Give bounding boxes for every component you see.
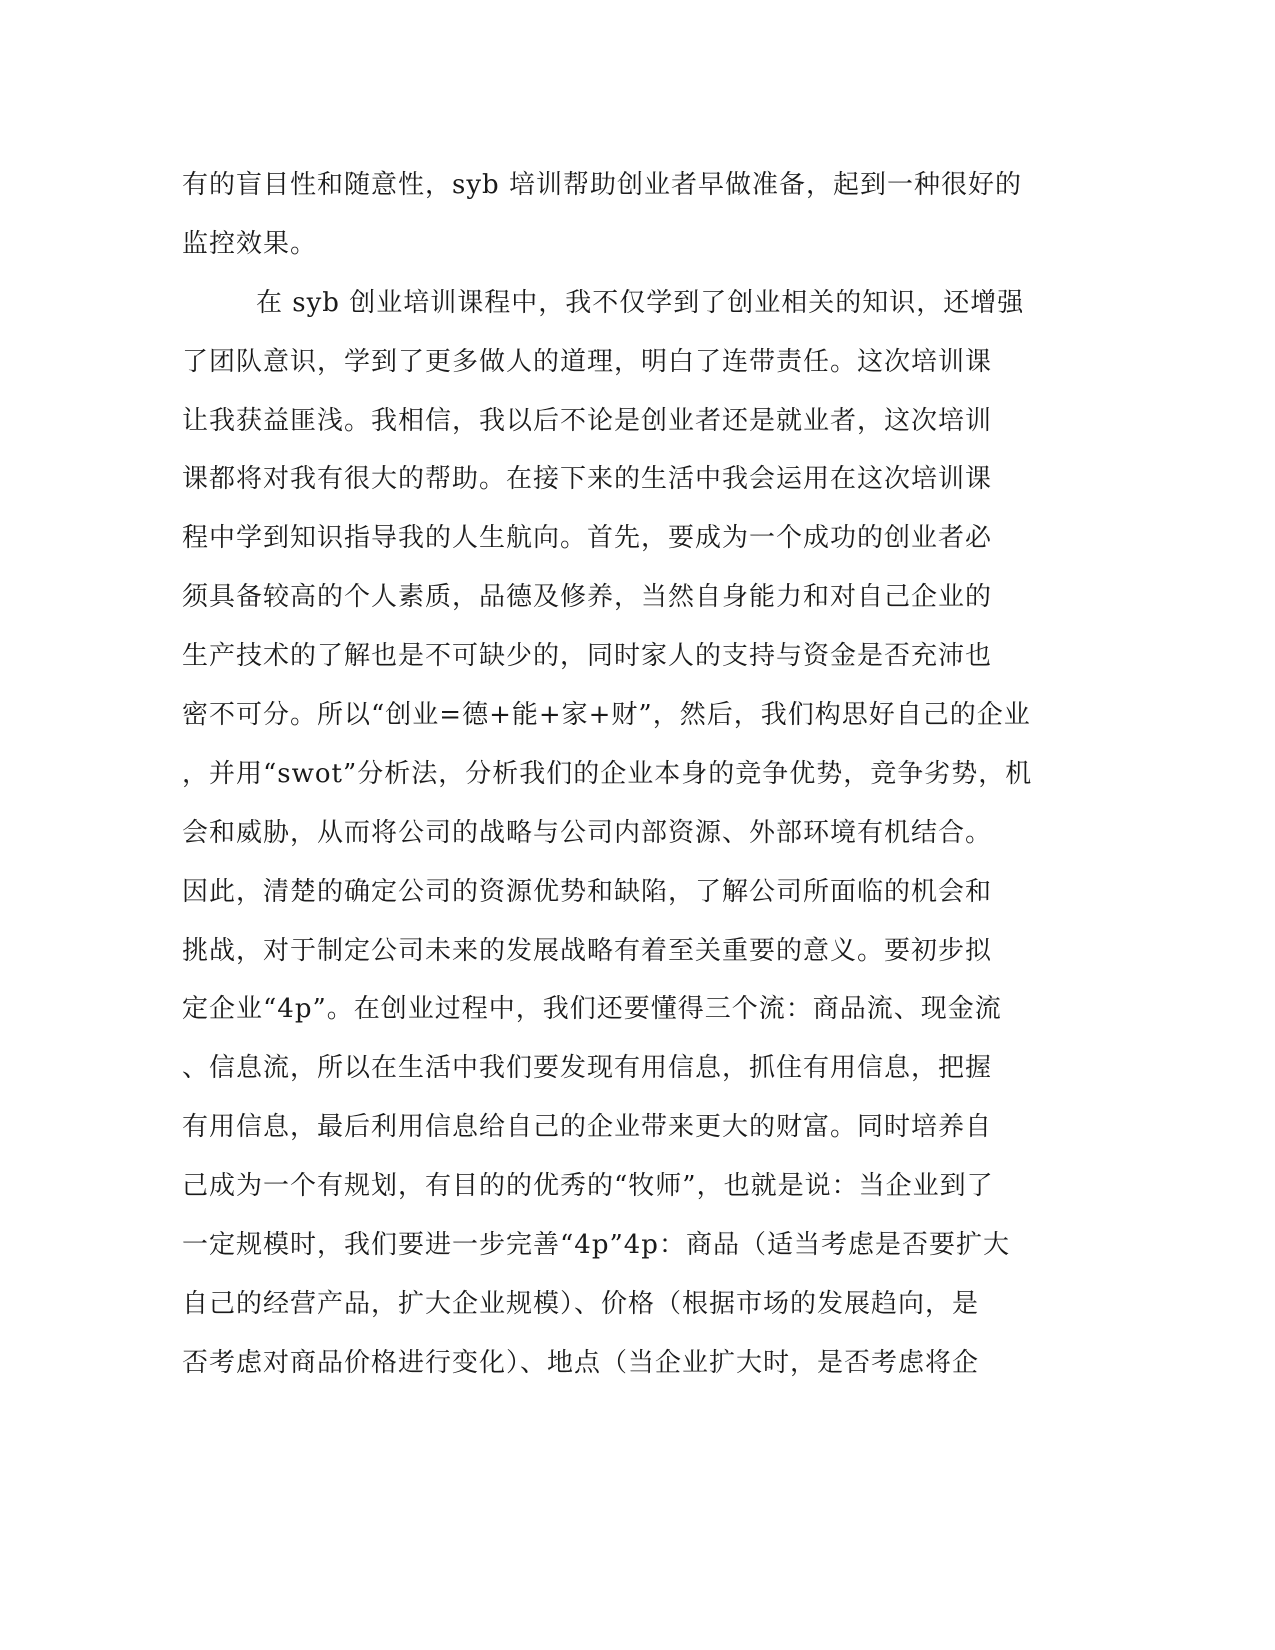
- text-line: 否考虑对商品价格进行变化）、地点（当企业扩大时，是否考虑将企: [182, 1347, 980, 1378]
- text-line: 一定规模时，我们要进一步完善“4p”4p：商品（适当考虑是否要扩大: [182, 1230, 1010, 1261]
- text-line: 会和威胁，从而将公司的战略与公司内部资源、外部环境有机结合。: [182, 817, 993, 848]
- text-line: 了团队意识，学到了更多做人的道理，明白了连带责任。这次培训课: [182, 346, 993, 377]
- text-line: 课都将对我有很大的帮助。在接下来的生活中我会运用在这次培训课: [182, 464, 993, 495]
- text-line: 程中学到知识指导我的人生航向。首先，要成为一个成功的创业者必: [182, 523, 993, 554]
- text-line: 挑战，对于制定公司未来的发展战略有着至关重要的意义。要初步拟: [182, 935, 993, 966]
- text-line: 须具备较高的个人素质，品德及修养，当然自身能力和对自己企业的: [182, 582, 993, 613]
- text-line: ，并用“swot”分析法，分析我们的企业本身的竞争优势，竞争劣势，机: [182, 758, 1033, 789]
- text-line: 因此，清楚的确定公司的资源优势和缺陷，了解公司所面临的机会和: [182, 876, 993, 907]
- text-line: 、信息流，所以在生活中我们要发现有用信息，抓住有用信息，把握: [182, 1053, 993, 1084]
- text-line: 监控效果。: [182, 228, 318, 259]
- text-line: 有用信息，最后利用信息给自己的企业带来更大的财富。同时培养自: [182, 1112, 993, 1143]
- text-line: 有的盲目性和随意性，syb 培训帮助创业者早做准备，起到一种很好的: [182, 170, 1022, 200]
- text-line: 自己的经营产品，扩大企业规模）、价格（根据市场的发展趋向，是: [182, 1288, 980, 1319]
- text-line: 让我获益匪浅。我相信，我以后不论是创业者还是就业者，这次培训: [182, 405, 993, 436]
- paragraph-first-line: 在 syb 创业培训课程中，我不仅学到了创业相关的知识，还增强: [256, 287, 1025, 318]
- text-line: 密不可分。所以“创业=德+能+家+财”，然后，我们构思好自己的企业: [182, 700, 1031, 731]
- text-line: 生产技术的了解也是不可缺少的，同时家人的支持与资金是否充沛也: [182, 641, 993, 672]
- body-text: [182, 156, 1042, 1393]
- text-line: 定企业“4p”。在创业过程中，我们还要懂得三个流：商品流、现金流: [182, 994, 1002, 1025]
- text-line: 己成为一个有规划，有目的的优秀的“牧师”，也就是说：当企业到了: [182, 1171, 994, 1202]
